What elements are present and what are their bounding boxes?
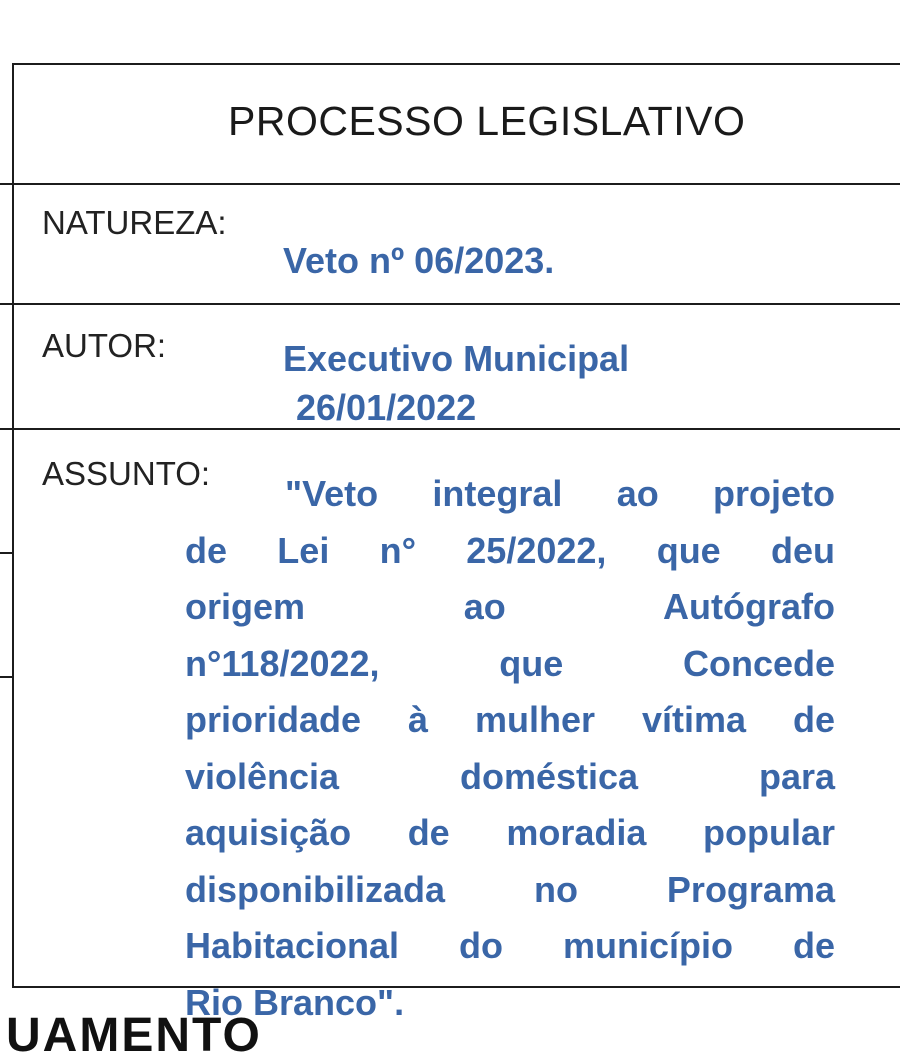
margin-tick bbox=[0, 428, 12, 430]
margin-tick bbox=[0, 676, 12, 678]
assunto-line: aquisição de moradia popular bbox=[185, 812, 835, 853]
assunto-line: prioridade à mulher vítima de bbox=[185, 699, 835, 740]
document-title: PROCESSO LEGISLATIVO bbox=[228, 98, 746, 144]
margin-tick bbox=[0, 303, 12, 305]
assunto-label: ASSUNTO: bbox=[42, 455, 211, 492]
table-border-left bbox=[12, 63, 14, 988]
assunto-line: "Veto integral ao projeto bbox=[285, 473, 835, 514]
assunto-line: violência doméstica para bbox=[185, 755, 835, 797]
natureza-label: NATUREZA: bbox=[42, 204, 227, 241]
autor-date: 26/01/2022 bbox=[296, 387, 477, 428]
assunto-line: Rio Branco". bbox=[185, 981, 405, 1023]
next-section-heading: UAMENTO bbox=[6, 1009, 262, 1062]
margin-tick bbox=[0, 183, 12, 185]
natureza-value: Veto nº 06/2023. bbox=[283, 240, 555, 281]
autor-label: AUTOR: bbox=[42, 327, 167, 364]
table-border-title-bottom bbox=[12, 183, 900, 185]
assunto-line: Habitacional do município de bbox=[185, 925, 835, 966]
autor-value: Executivo Municipal bbox=[283, 338, 630, 379]
table-border-natureza-bottom bbox=[12, 303, 900, 305]
margin-tick bbox=[0, 552, 12, 554]
assunto-line: n°118/2022, que Concede bbox=[185, 642, 835, 684]
table-border-top bbox=[12, 63, 900, 65]
assunto-line: de Lei n° 25/2022, que deu bbox=[185, 529, 835, 571]
assunto-text bbox=[185, 466, 835, 1031]
assunto-line: origem ao Autógrafo bbox=[185, 586, 835, 627]
assunto-line: disponibilizada no Programa bbox=[185, 868, 835, 910]
